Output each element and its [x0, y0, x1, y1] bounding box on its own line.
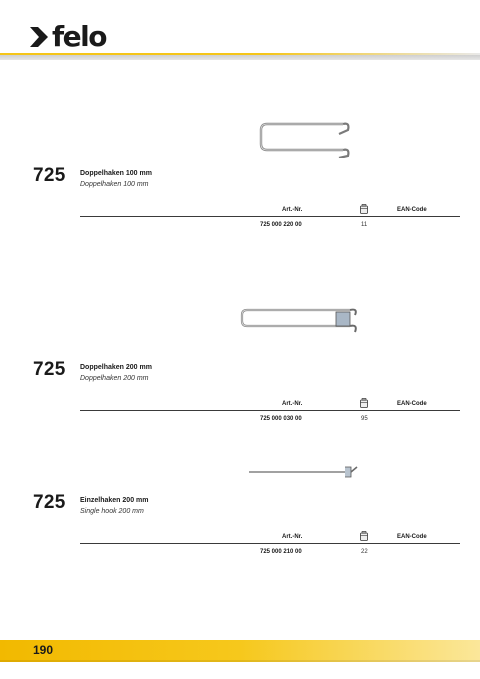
table-rule: [80, 410, 460, 411]
article-number-header: Art.-Nr.: [282, 207, 303, 213]
table-rule: [80, 216, 460, 217]
brand-logo: [30, 20, 107, 53]
table-rule: [80, 543, 460, 544]
product-code: 725: [33, 492, 66, 513]
article-number: 725 000 030 00: [260, 416, 302, 422]
package-icon: [360, 204, 368, 214]
header-bar: [0, 53, 480, 60]
product-code: 725: [33, 359, 66, 380]
product-subtitle: Single hook 200 mm: [80, 508, 144, 515]
package-icon: [360, 398, 368, 408]
product-subtitle: Doppelhaken 200 mm: [80, 375, 149, 382]
pack-quantity: 95: [361, 416, 368, 422]
article-number-header: Art.-Nr.: [282, 534, 303, 540]
product-title: Doppelhaken 100 mm: [80, 170, 152, 177]
footer-bar: [0, 640, 480, 662]
brand-name: felo: [52, 20, 107, 53]
ean-code-header: EAN-Code: [397, 207, 427, 213]
package-icon: [360, 531, 368, 541]
product-title: Doppelhaken 200 mm: [80, 364, 152, 371]
product-code: 725: [33, 165, 66, 186]
pack-quantity: 22: [361, 549, 368, 555]
double-hook-200-image: [238, 305, 363, 335]
article-number: 725 000 210 00: [260, 549, 302, 555]
pack-quantity: 11: [361, 222, 368, 228]
article-number-header: Art.-Nr.: [282, 401, 303, 407]
ean-code-header: EAN-Code: [397, 401, 427, 407]
chevron-right-icon: [30, 25, 50, 49]
ean-code-header: EAN-Code: [397, 534, 427, 540]
double-hook-100-image: [255, 118, 355, 158]
article-number: 725 000 220 00: [260, 222, 302, 228]
product-subtitle: Doppelhaken 100 mm: [80, 181, 149, 188]
page-number: 190: [33, 643, 54, 657]
single-hook-image: [245, 464, 360, 480]
product-title: Einzelhaken 200 mm: [80, 497, 149, 504]
